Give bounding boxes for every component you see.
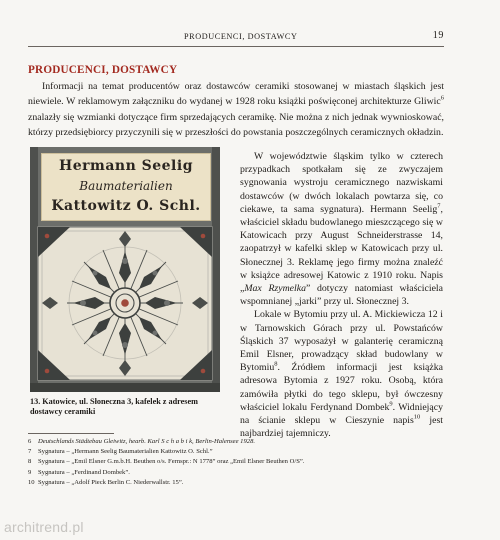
body-paragraph bbox=[240, 308, 443, 440]
running-head-title: PRODUCENCI, DOSTAWCY bbox=[184, 32, 298, 41]
body-text: ” dotyczy natomiast właściciela wspomnianej „jarki” przy ul. Słonecznej 3. bbox=[240, 283, 443, 308]
body-text-italic: Max Rzymelka bbox=[244, 283, 306, 295]
footnote bbox=[28, 468, 448, 478]
tile-inscription-line: Hermann Seelig bbox=[59, 158, 193, 174]
watermark: architrend.pl bbox=[4, 519, 84, 535]
body-column bbox=[240, 150, 443, 440]
tile-photo bbox=[30, 147, 220, 392]
figure-caption: 13. Katowice, ul. Słoneczna 3, kafelek z adresem dostawcy ceramiki bbox=[30, 397, 198, 417]
intro-paragraph bbox=[28, 79, 444, 140]
footnote bbox=[28, 457, 448, 467]
tile-inscription-plaque bbox=[41, 153, 211, 221]
footnote-ref: 6 bbox=[440, 95, 444, 103]
intro-text-1: Informacji na temat producentów oraz dostawców ceramiki stosowanej w miastach śląskich jest niewiele. W reklamowym załączniku do wydanej w 1928 roku książki poświęconej architekturze Gliwic bbox=[28, 81, 444, 108]
footnote-text: Sygnatura – „Hermann Seelig Baumaterialien Kattowitz O. Schl.” bbox=[38, 448, 213, 456]
page-number: 19 bbox=[432, 30, 444, 41]
header-rule bbox=[28, 46, 444, 47]
footnote-number: 10 bbox=[28, 478, 35, 486]
body-text: . Źródłem informacji jest książka adresowa Bytomia z 1927 roku. Osobą, która zamówiła płytki do tego sklepu, był ówczesny właściciel lokalu Ferdynand Dombek bbox=[240, 362, 443, 413]
section-heading: PRODUCENCI, DOSTAWCY bbox=[28, 64, 178, 76]
footnote-rule bbox=[28, 433, 114, 434]
body-text: W województwie śląskim tylko w czterech przypadkach spotkałam się ze zwyczajem sygnowania wystroju ceramicznego nazwiskami dostawców (w dwóch lokalach powtarza się, co ciekawe, ta sama sygnatura). Hermann Seelig bbox=[240, 151, 443, 215]
footnote-text: Sygnatura – „Ferdinand Dombek”. bbox=[38, 468, 130, 476]
footnote-text: Sygnatura – „Emil Elsner G.m.b.H. Beuthen o/s. Fernspr.: N 1778” oraz „Emil Elsner Beuthen O/S”. bbox=[38, 458, 305, 466]
running-head bbox=[28, 30, 444, 44]
intro-text-2: znalazły się wzmianki dotyczące firm sprzedających ceramikę. Nie można z nich jednak wywnioskować, którzy przedsiębiorcy przyczynili się w przeszłości do powstania poszczególnych ceramicznych okładzin. bbox=[28, 111, 444, 138]
footnote bbox=[28, 437, 448, 447]
body-text: . Widniejący na ścianie sklepu w Cieszynie napis bbox=[240, 401, 443, 427]
footnote bbox=[28, 447, 448, 457]
body-text: Lokale w Bytomiu przy ul. A. Mickiewicza 12 i w Tarnowskich Górach przy ul. Powstańców Śląskich 37 wyposażył w galanterię ceramiczną Emil Elsner, prowadzący skład budowlany w Bytomiu bbox=[240, 309, 443, 374]
body-text: , właściciel składu budowlanego mieszczącego się w Katowicach przy August Schneiderstrasse 14, zaopatrzył w kafelki sklep w Katowicach przy ul. Słonecznej 3. Reklamę jego firmy można znaleźć w książce adresowej Katowic z 1910 roku. Napis „ bbox=[240, 203, 443, 295]
footnote-number: 9 bbox=[28, 468, 32, 476]
footnote-number: 7 bbox=[28, 448, 32, 456]
body-text: jest najbardziej tajemniczy. bbox=[240, 415, 443, 440]
footnote-text: Sygnatura – „Adolf Pieck Berlin C. Niederwallstr. 15”. bbox=[38, 478, 184, 486]
footnote-ref: 8 bbox=[274, 360, 278, 368]
tile-inscription-line: Baumaterialien bbox=[79, 179, 173, 193]
tile-inscription-line: Kattowitz O. Schl. bbox=[51, 198, 201, 214]
footnote-text: Deutschlands Städtebau Gleiwitz, hearb. Karl S c h a b i k, Berlin-Halensee 1928. bbox=[38, 438, 256, 445]
footnotes bbox=[28, 437, 448, 488]
body-paragraph bbox=[240, 150, 443, 308]
footnote bbox=[28, 478, 448, 488]
footnote-number: 6 bbox=[28, 438, 32, 445]
footnote-ref: 7 bbox=[437, 202, 441, 210]
footnote-number: 8 bbox=[28, 458, 32, 466]
footnote-ref: 9 bbox=[389, 400, 393, 408]
footnote-ref: 10 bbox=[413, 413, 421, 421]
